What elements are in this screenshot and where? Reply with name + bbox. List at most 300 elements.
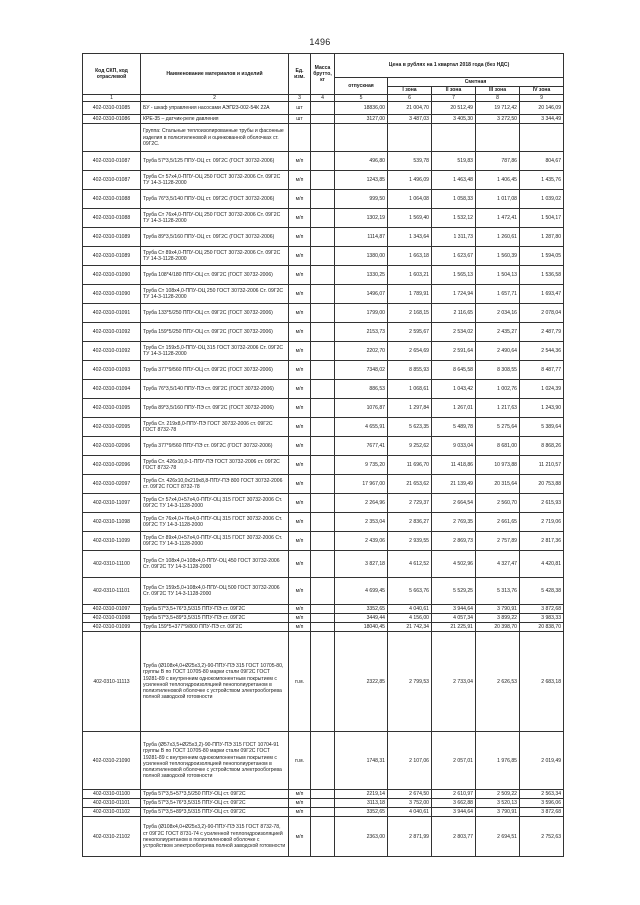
cell-zone-3-price: 8 308,55: [476, 361, 520, 380]
cell-zone-3-price: 5 275,64: [476, 418, 520, 437]
header-code: Код СКП, код отраслевой: [83, 54, 141, 95]
col-number: 4: [311, 95, 335, 102]
table-row: [83, 475, 564, 494]
cell-zone-4-price: 3 872,68: [520, 808, 564, 817]
cell-zone-3-price: 19 712,42: [476, 102, 520, 115]
cell-zone-3-price: 20 315,64: [476, 475, 520, 494]
cell-zone-1-price: 9 252,62: [388, 437, 432, 456]
cell-zone-3-price: 1 504,13: [476, 266, 520, 285]
cell-name: Труба 57*3,5+76*3,5/315 ППУ-ПЭ ст. 09Г2С: [141, 605, 289, 614]
cell-code: 402-0310-01102: [83, 808, 141, 817]
cell-unit: м/п: [289, 304, 311, 323]
cell-zone-1-price: 2 654,69: [388, 342, 432, 361]
cell-unit: п.м.: [289, 632, 311, 732]
cell-mass: [311, 247, 335, 266]
cell-zone-3-price: 1 017,08: [476, 190, 520, 209]
cell-zone-2-price: 2 803,77: [432, 817, 476, 857]
cell-zone-2-price: 2 733,04: [432, 632, 476, 732]
cell-unit: м/п: [289, 171, 311, 190]
cell-zone-3-price: 2 560,70: [476, 494, 520, 513]
cell-zone-2-price: 4 057,34: [432, 614, 476, 623]
table-row: [83, 304, 564, 323]
cell-unit: м/п: [289, 152, 311, 171]
table-body: [83, 102, 564, 857]
cell-zone-4-price: 5 428,38: [520, 578, 564, 605]
cell-unit: м/п: [289, 605, 311, 614]
col-number: 7: [432, 95, 476, 102]
cell-zone-4-price: 11 210,57: [520, 456, 564, 475]
cell-name: Труба Ст 108х4,0+108х4,0-ППУ-ОЦ 450 ГОСТ 30732-2006 Ст. 09Г2С ТУ 14-3-1128-2000: [141, 551, 289, 578]
cell-zone-3-price: 2 490,64: [476, 342, 520, 361]
cell-code: 402-0310-02096: [83, 437, 141, 456]
cell-zone-2-price: 9 033,04: [432, 437, 476, 456]
cell-name: Труба 57*3,5+57*3,5/250 ППУ-ОЦ ст. 09Г2С: [141, 790, 289, 799]
cell-code: 402-0310-01092: [83, 342, 141, 361]
cell-code: 402-0310-01085: [83, 102, 141, 115]
cell-zone-3-price: 1 002,76: [476, 380, 520, 399]
cell-release-price: 2322,85: [335, 632, 388, 732]
col-number: 1: [83, 95, 141, 102]
table-row: [83, 342, 564, 361]
table-row: [83, 266, 564, 285]
cell-release-price: 3 827,18: [335, 551, 388, 578]
cell-zone-1-price: 21 653,62: [388, 475, 432, 494]
cell-zone-2-price: 2 057,01: [432, 732, 476, 790]
cell-release-price: 2219,14: [335, 790, 388, 799]
cell-mass: [311, 209, 335, 228]
cell-zone-4-price: 2 078,04: [520, 304, 564, 323]
cell-name: Труба Ст 108х4,0-ППУ-ОЦ 250 ГОСТ 30732-2006 Ст. 09Г2С ТУ 14-3-1128-2000: [141, 285, 289, 304]
table-row: [83, 171, 564, 190]
cell-code: 402-0310-01100: [83, 790, 141, 799]
cell-zone-3-price: 1 472,41: [476, 209, 520, 228]
header-price: Цена в рублях на 1 квартал 2018 года (без НДС): [335, 54, 564, 78]
cell-zone-2-price: 2 116,65: [432, 304, 476, 323]
cell-zone-3-price: [476, 124, 520, 152]
cell-zone-1-price: 1 343,64: [388, 228, 432, 247]
cell-zone-1-price: 1 496,09: [388, 171, 432, 190]
cell-zone-1-price: 2 729,37: [388, 494, 432, 513]
cell-unit: м/п: [289, 399, 311, 418]
cell-zone-4-price: 3 596,06: [520, 799, 564, 808]
header-unit: Ед. изм.: [289, 54, 311, 95]
cell-zone-2-price: 1 043,42: [432, 380, 476, 399]
cell-release-price: 7348,02: [335, 361, 388, 380]
cell-name: Труба 57*3,5+89*3,5/315 ППУ-ПЭ ст. 09Г2С: [141, 614, 289, 623]
table-row: [83, 115, 564, 124]
cell-release-price: 18040,45: [335, 623, 388, 632]
cell-mass: [311, 605, 335, 614]
cell-name: Труба Ст. 426х10,0-1-ППУ-ПЭ ГОСТ 30732-2006 ст. 09Г2С ГОСТ 8732-78: [141, 456, 289, 475]
cell-release-price: 886,53: [335, 380, 388, 399]
table-row: [83, 632, 564, 732]
cell-unit: м/п: [289, 418, 311, 437]
cell-release-price: [335, 124, 388, 152]
cell-unit: м/п: [289, 551, 311, 578]
cell-zone-3-price: 2 694,51: [476, 817, 520, 857]
cell-release-price: 1302,19: [335, 209, 388, 228]
cell-release-price: 3352,65: [335, 808, 388, 817]
cell-mass: [311, 790, 335, 799]
cell-unit: м/п: [289, 790, 311, 799]
cell-release-price: 2 353,04: [335, 513, 388, 532]
cell-zone-4-price: 2 563,34: [520, 790, 564, 799]
cell-mass: [311, 285, 335, 304]
cell-release-price: 1799,00: [335, 304, 388, 323]
cell-unit: м/п: [289, 799, 311, 808]
cell-code: 402-0310-02095: [83, 418, 141, 437]
cell-zone-1-price: 1 064,08: [388, 190, 432, 209]
cell-mass: [311, 418, 335, 437]
cell-mass: [311, 799, 335, 808]
cell-zone-1-price: 1 297,84: [388, 399, 432, 418]
cell-zone-3-price: 4 327,47: [476, 551, 520, 578]
cell-release-price: 3113,18: [335, 799, 388, 808]
cell-release-price: 1496,07: [335, 285, 388, 304]
cell-zone-3-price: 1 976,85: [476, 732, 520, 790]
cell-zone-4-price: 8 868,26: [520, 437, 564, 456]
cell-code: 402-0310-01090: [83, 285, 141, 304]
cell-code: 402-0310-02096: [83, 456, 141, 475]
cell-zone-4-price: [520, 124, 564, 152]
cell-name: Труба (Ø57х3,5+Ø25х3,2)-90-ППУ-ПЭ 315 ГОСТ 10704-91 группы В по ГОСТ 10705-80 марки стали 09Г2С ГОСТ 19281-89 с внутренним однокомпонентным покрытием с усиленной теплогидроизоляцией пенополиуретаном в полиэтиленовой оболочке с устройством электрообогрева полной заводской готовности: [141, 732, 289, 790]
cell-name: Труба 57*3,5+76*3,5/315 ППУ-ОЦ ст. 09Г2С: [141, 799, 289, 808]
cell-zone-4-price: 1 039,02: [520, 190, 564, 209]
cell-zone-1-price: 21 742,34: [388, 623, 432, 632]
cell-code: 402-0310-01089: [83, 228, 141, 247]
cell-zone-4-price: 8 487,77: [520, 361, 564, 380]
cell-zone-4-price: 3 872,68: [520, 605, 564, 614]
cell-unit: м/п: [289, 266, 311, 285]
cell-zone-1-price: 2 168,15: [388, 304, 432, 323]
cell-zone-2-price: 1 724,94: [432, 285, 476, 304]
cell-unit: м/п: [289, 578, 311, 605]
cell-name: Труба 159*5/250 ППУ-ОЦ ст. 09Г2С (ГОСТ 30732-2006): [141, 323, 289, 342]
cell-zone-2-price: 3 944,64: [432, 808, 476, 817]
cell-name: Труба Ст 159х5,0+108х4,0-ППУ-ОЦ 500 ГОСТ 30732-2006 Ст. 09Г2С ТУ 14-3-1128-2000: [141, 578, 289, 605]
cell-unit: шт: [289, 115, 311, 124]
cell-code: 402-0310-01087: [83, 152, 141, 171]
cell-unit: м/п: [289, 190, 311, 209]
table-row: [83, 102, 564, 115]
cell-zone-2-price: 1 565,13: [432, 266, 476, 285]
cell-zone-1-price: 5 663,76: [388, 578, 432, 605]
cell-zone-1-price: 1 603,21: [388, 266, 432, 285]
cell-zone-3-price: 3 899,22: [476, 614, 520, 623]
cell-name: Труба (Ø108х4,0+Ø25х3,2)-90-ППУ-ПЭ 315 ГОСТ 8732-78, ст 09Г2С ГОСТ 8731-74 с усиленной теплогидроизоляцией пенополиуретаном в полиэтиленовой оболочке с устройством электрообогрева полной заводской готовности: [141, 817, 289, 857]
cell-unit: м/п: [289, 361, 311, 380]
cell-mass: [311, 437, 335, 456]
cell-zone-2-price: 2 591,64: [432, 342, 476, 361]
cell-name: Труба Ст. 426х10,0х219х8,8-ППУ-ПЭ 800 ГОСТ 30732-2006 ст. 09Г2С ГОСТ 8732-78: [141, 475, 289, 494]
cell-mass: [311, 551, 335, 578]
cell-zone-4-price: 2 817,36: [520, 532, 564, 551]
cell-zone-4-price: 20 146,09: [520, 102, 564, 115]
cell-code: 402-0310-01098: [83, 614, 141, 623]
cell-zone-2-price: [432, 124, 476, 152]
cell-name: Труба Ст 159х5,0-ППУ-ОЦ 315 ГОСТ 30732-2006 Ст. 09Г2С ТУ 14-3-1128-2000: [141, 342, 289, 361]
cell-release-price: 3127,00: [335, 115, 388, 124]
table-row: [83, 532, 564, 551]
header-release: отпускная: [335, 78, 388, 95]
cell-name: Труба 76*3,5/140 ППУ-ПЭ ст. 09Г2С (ГОСТ 30732-2006): [141, 380, 289, 399]
cell-zone-1-price: 11 696,70: [388, 456, 432, 475]
cell-release-price: 2 264,96: [335, 494, 388, 513]
header-estimate: Сметная: [388, 78, 564, 87]
cell-mass: [311, 808, 335, 817]
cell-unit: [289, 124, 311, 152]
cell-mass: [311, 532, 335, 551]
cell-zone-3-price: 2 509,22: [476, 790, 520, 799]
cell-mass: [311, 342, 335, 361]
cell-zone-3-price: 8 681,00: [476, 437, 520, 456]
cell-zone-3-price: 2 626,53: [476, 632, 520, 732]
cell-zone-3-price: 1 217,63: [476, 399, 520, 418]
cell-zone-3-price: 20 398,70: [476, 623, 520, 632]
column-number-row: [83, 95, 564, 102]
cell-unit: м/п: [289, 228, 311, 247]
cell-name: Труба 57*3,5+89*3,5/315 ППУ-ОЦ ст. 09Г2С: [141, 808, 289, 817]
cell-release-price: 2 439,06: [335, 532, 388, 551]
table-row: [83, 152, 564, 171]
cell-zone-1-price: 4 040,61: [388, 808, 432, 817]
cell-zone-2-price: 4 502,96: [432, 551, 476, 578]
cell-zone-3-price: 3 790,91: [476, 605, 520, 614]
cell-zone-4-price: 1 594,05: [520, 247, 564, 266]
cell-mass: [311, 171, 335, 190]
cell-unit: м/п: [289, 623, 311, 632]
cell-name: Труба 108*4/180 ППУ-ОЦ ст. 09Г2С (ГОСТ 30732-2006): [141, 266, 289, 285]
cell-mass: [311, 513, 335, 532]
table-row: [83, 808, 564, 817]
cell-zone-4-price: 1 243,90: [520, 399, 564, 418]
cell-unit: м/п: [289, 817, 311, 857]
cell-zone-1-price: 4 612,52: [388, 551, 432, 578]
cell-release-price: 1748,31: [335, 732, 388, 790]
cell-zone-1-price: 3 487,03: [388, 115, 432, 124]
col-number: 5: [335, 95, 388, 102]
cell-zone-2-price: 2 869,73: [432, 532, 476, 551]
cell-zone-4-price: 2 019,49: [520, 732, 564, 790]
cell-mass: [311, 494, 335, 513]
cell-zone-1-price: 3 752,00: [388, 799, 432, 808]
header-name: Наименование материалов и изделий: [141, 54, 289, 95]
cell-zone-3-price: 5 313,76: [476, 578, 520, 605]
cell-zone-2-price: 11 418,86: [432, 456, 476, 475]
table-row: [83, 456, 564, 475]
cell-name: Труба Ст 57х4,0-ППУ-ОЦ 250 ГОСТ 30732-2006 Ст. 09Г2С ТУ 14-3-1128-2000: [141, 171, 289, 190]
cell-unit: м/п: [289, 494, 311, 513]
cell-zone-1-price: 1 663,18: [388, 247, 432, 266]
table-row: [83, 361, 564, 380]
cell-zone-4-price: 20 753,88: [520, 475, 564, 494]
cell-zone-2-price: 2 534,02: [432, 323, 476, 342]
cell-mass: [311, 124, 335, 152]
table-row: [83, 513, 564, 532]
cell-unit: м/п: [289, 209, 311, 228]
cell-name: БУ - шкаф управления насосами АЭП23-002-54К 22А: [141, 102, 289, 115]
cell-name: Труба (Ø108х4,0+Ø25х3,2)-90-ППУ-ПЭ 315 ГОСТ 10705-80, группы В по ГОСТ 10705-80 марки стали 09Г2С ГОСТ 19281-89 с внутренним однокомпонентным покрытием с усиленной теплогидроизоляцией пенополиуретаном в полиэтиленовой оболочке с устройством электрообогрева полной заводской готовности: [141, 632, 289, 732]
table-row: [83, 790, 564, 799]
table-row: [83, 551, 564, 578]
cell-release-price: 2363,00: [335, 817, 388, 857]
table-row: [83, 380, 564, 399]
table-row: [83, 228, 564, 247]
cell-zone-2-price: 2 610,97: [432, 790, 476, 799]
table-row: [83, 732, 564, 790]
cell-zone-4-price: 1 435,76: [520, 171, 564, 190]
cell-unit: м/п: [289, 532, 311, 551]
table-row: [83, 323, 564, 342]
cell-zone-2-price: 3 405,30: [432, 115, 476, 124]
cell-release-price: 3449,44: [335, 614, 388, 623]
cell-mass: [311, 475, 335, 494]
cell-zone-1-price: 2 939,55: [388, 532, 432, 551]
cell-code: 402-0310-01094: [83, 380, 141, 399]
cell-name: Труба Ст. 219х8,0-ППУ-ПЭ ГОСТ 30732-2006 ст. 09Г2С ГОСТ 8732-78: [141, 418, 289, 437]
cell-name: Труба 76*3,5/140 ППУ-ОЦ ст. 09Г2С (ГОСТ 30732-2006): [141, 190, 289, 209]
cell-code: 402-0310-01090: [83, 266, 141, 285]
table-row: [83, 209, 564, 228]
cell-name: Труба 133*5/250 ППУ-ОЦ ст. 09Г2С (ГОСТ 30732-2006): [141, 304, 289, 323]
cell-name: Труба 57*3,5/125 ППУ-ОЦ ст. 09Г2С (ГОСТ 30732-2006): [141, 152, 289, 171]
cell-zone-4-price: 1 693,47: [520, 285, 564, 304]
cell-zone-4-price: 804,67: [520, 152, 564, 171]
cell-release-price: 1243,85: [335, 171, 388, 190]
cell-name: Труба 377*9/560 ППУ-ОЦ ст. 09Г2С (ГОСТ 30732-2006): [141, 361, 289, 380]
cell-zone-2-price: 1 623,67: [432, 247, 476, 266]
table-row: [83, 817, 564, 857]
cell-code: 402-0310-21102: [83, 817, 141, 857]
cell-mass: [311, 380, 335, 399]
cell-mass: [311, 190, 335, 209]
cell-unit: м/п: [289, 247, 311, 266]
group-header-row: [83, 124, 564, 152]
col-number: 6: [388, 95, 432, 102]
cell-release-price: 4 655,91: [335, 418, 388, 437]
cell-zone-2-price: 3 662,88: [432, 799, 476, 808]
cell-zone-4-price: 20 838,70: [520, 623, 564, 632]
cell-release-price: 999,50: [335, 190, 388, 209]
cell-zone-2-price: 1 058,33: [432, 190, 476, 209]
cell-zone-1-price: 2 674,50: [388, 790, 432, 799]
cell-mass: [311, 102, 335, 115]
col-number: 9: [520, 95, 564, 102]
cell-mass: [311, 266, 335, 285]
cell-code: 402-0310-01089: [83, 247, 141, 266]
price-table: [82, 53, 564, 857]
cell-code: 402-0310-11097: [83, 494, 141, 513]
cell-zone-4-price: 1 504,17: [520, 209, 564, 228]
cell-release-price: 496,80: [335, 152, 388, 171]
header-zone-2: II зона: [432, 86, 476, 95]
cell-zone-4-price: 2 487,79: [520, 323, 564, 342]
cell-mass: [311, 456, 335, 475]
cell-unit: м/п: [289, 614, 311, 623]
col-number: 3: [289, 95, 311, 102]
cell-mass: [311, 578, 335, 605]
cell-mass: [311, 632, 335, 732]
cell-code: 402-0310-11100: [83, 551, 141, 578]
cell-code: 402-0310-11099: [83, 532, 141, 551]
cell-zone-3-price: 3 272,50: [476, 115, 520, 124]
cell-code: 402-0310-01093: [83, 361, 141, 380]
cell-name: Труба Ст 89х4,0+57х4,0-ППУ-ОЦ 315 ГОСТ 30732-2006 Ст. 09Г2С ТУ 14-3-1128-2000: [141, 532, 289, 551]
cell-mass: [311, 817, 335, 857]
cell-zone-4-price: 2 544,36: [520, 342, 564, 361]
header-zone-4: IV зона: [520, 86, 564, 95]
col-number: 8: [476, 95, 520, 102]
cell-code: 402-0310-11098: [83, 513, 141, 532]
cell-unit: м/п: [289, 808, 311, 817]
table-row: [83, 399, 564, 418]
header-mass: Масса брутто, кг: [311, 54, 335, 95]
cell-release-price: 18836,00: [335, 102, 388, 115]
cell-mass: [311, 399, 335, 418]
cell-zone-3-price: 3 520,13: [476, 799, 520, 808]
cell-zone-1-price: 5 623,35: [388, 418, 432, 437]
cell-name: КРЕ-35 – датчик-реле давления: [141, 115, 289, 124]
cell-zone-4-price: 1 287,80: [520, 228, 564, 247]
cell-code: 402-0310-01086: [83, 115, 141, 124]
cell-zone-3-price: 2 661,65: [476, 513, 520, 532]
cell-zone-2-price: 519,83: [432, 152, 476, 171]
cell-code: 402-0310-01097: [83, 605, 141, 614]
cell-zone-4-price: 2 752,63: [520, 817, 564, 857]
cell-mass: [311, 361, 335, 380]
cell-code: 402-0310-01091: [83, 304, 141, 323]
cell-zone-2-price: 2 664,54: [432, 494, 476, 513]
table-row: [83, 190, 564, 209]
cell-zone-4-price: 1 536,58: [520, 266, 564, 285]
cell-zone-1-price: 4 040,61: [388, 605, 432, 614]
cell-name: Труба Ст 76х4,0+76х4,0-ППУ-ОЦ 315 ГОСТ 30732-2006 Ст. 09Г2С ТУ 14-3-1128-2000: [141, 513, 289, 532]
cell-zone-2-price: 20 512,49: [432, 102, 476, 115]
cell-release-price: 3352,65: [335, 605, 388, 614]
cell-release-price: 1330,25: [335, 266, 388, 285]
cell-mass: [311, 228, 335, 247]
cell-code: 402-0310-01088: [83, 190, 141, 209]
cell-code: 402-0310-11101: [83, 578, 141, 605]
cell-zone-1-price: [388, 124, 432, 152]
cell-zone-1-price: 2 871,99: [388, 817, 432, 857]
cell-name: Труба Ст 76х4,0-ППУ-ОЦ 250 ГОСТ 30732-2006 Ст. 09Г2С ТУ 14-3-1128-2000: [141, 209, 289, 228]
cell-zone-3-price: 10 973,88: [476, 456, 520, 475]
cell-zone-1-price: 8 855,93: [388, 361, 432, 380]
cell-zone-4-price: 2 683,18: [520, 632, 564, 732]
page-number: 1496: [309, 37, 331, 47]
cell-code: 402-0310-02097: [83, 475, 141, 494]
cell-zone-3-price: 3 790,91: [476, 808, 520, 817]
cell-zone-1-price: 539,78: [388, 152, 432, 171]
cell-release-price: 4 699,45: [335, 578, 388, 605]
cell-zone-1-price: 2 836,27: [388, 513, 432, 532]
table-row: [83, 799, 564, 808]
cell-name: Труба 89*3,5/160 ППУ-ПЭ ст. 09Г2С (ГОСТ 30732-2006): [141, 399, 289, 418]
cell-zone-2-price: 1 311,73: [432, 228, 476, 247]
cell-zone-1-price: 4 156,00: [388, 614, 432, 623]
cell-name: Труба Ст 89х4,0-ППУ-ОЦ 250 ГОСТ 30732-2006 Ст. 09Г2С ТУ 14-3-1128-2000: [141, 247, 289, 266]
cell-zone-1-price: 2 799,53: [388, 632, 432, 732]
cell-release-price: 9 735,20: [335, 456, 388, 475]
cell-code: 402-0310-01101: [83, 799, 141, 808]
cell-unit: м/п: [289, 342, 311, 361]
cell-mass: [311, 614, 335, 623]
table-row: [83, 247, 564, 266]
cell-code: 402-0310-11113: [83, 632, 141, 732]
cell-zone-4-price: 3 983,33: [520, 614, 564, 623]
cell-code: [83, 124, 141, 152]
